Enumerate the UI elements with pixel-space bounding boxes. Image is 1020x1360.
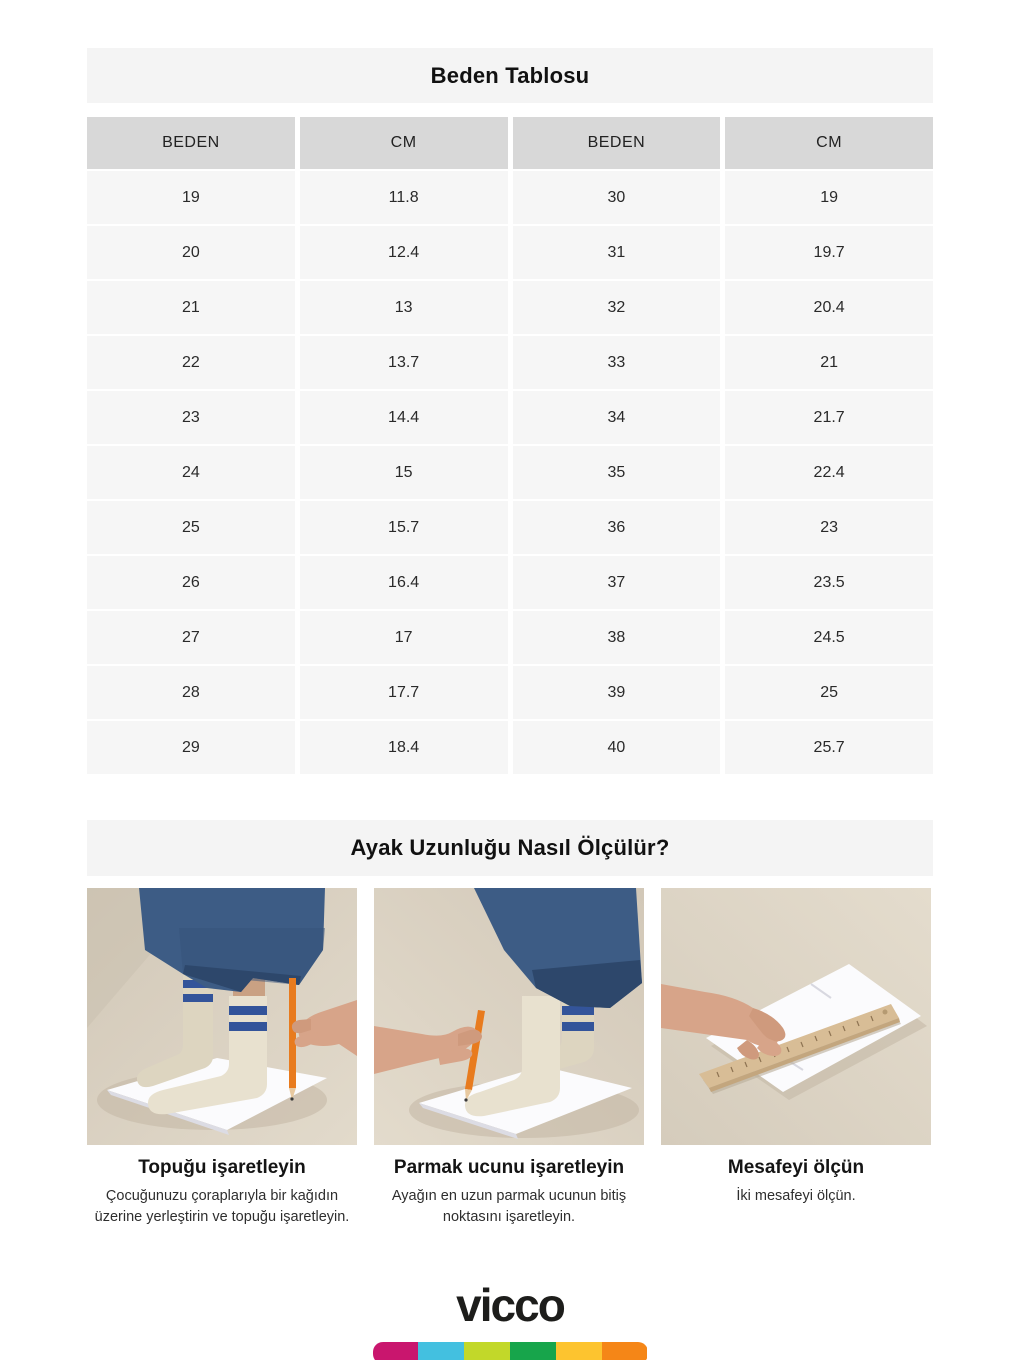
table-header-cell: CM (725, 117, 933, 169)
table-cell: 25 (87, 501, 295, 554)
table-cell: 37 (513, 556, 721, 609)
step-photos (87, 888, 933, 1145)
table-cell: 16.4 (300, 556, 508, 609)
table-cell: 28 (87, 666, 295, 719)
brand-bar-segment (602, 1342, 648, 1360)
table-cell: 33 (513, 336, 721, 389)
table-cell: 29 (87, 721, 295, 774)
table-cell: 32 (513, 281, 721, 334)
table-cell: 23.5 (725, 556, 933, 609)
measure-section-panel (87, 820, 933, 876)
measure-distance-photo (661, 888, 931, 1145)
size-table-title-panel (87, 48, 933, 103)
table-cell: 24 (87, 446, 295, 499)
table-header-cell: BEDEN (513, 117, 721, 169)
table-cell: 20 (87, 226, 295, 279)
table-cell: 13.7 (300, 336, 508, 389)
table-cell: 21 (87, 281, 295, 334)
brand-bar-segment (464, 1342, 510, 1360)
table-cell: 27 (87, 611, 295, 664)
brand-bar-segment (556, 1342, 602, 1360)
step-title: Topuğu işaretleyin (138, 1157, 306, 1178)
table-cell: 13 (300, 281, 508, 334)
brand-bar-segment (373, 1342, 419, 1360)
footer (87, 1279, 933, 1360)
table-cell: 22.4 (725, 446, 933, 499)
table-cell: 14.4 (300, 391, 508, 444)
table-cell: 24.5 (725, 611, 933, 664)
table-cell: 21 (725, 336, 933, 389)
table-cell: 20.4 (725, 281, 933, 334)
vicco-logo: vicco (456, 1279, 564, 1332)
table-cell: 18.4 (300, 721, 508, 774)
step-caption-heel (87, 1157, 357, 1228)
step-captions (87, 1157, 933, 1228)
step-title: Parmak ucunu işaretleyin (393, 1157, 625, 1178)
table-cell: 15 (300, 446, 508, 499)
table-cell: 12.4 (300, 226, 508, 279)
table-cell: 35 (513, 446, 721, 499)
table-cell: 25 (725, 666, 933, 719)
table-cell: 17 (300, 611, 508, 664)
table-cell: 23 (87, 391, 295, 444)
table-cell: 38 (513, 611, 721, 664)
table-cell: 17.7 (300, 666, 508, 719)
step-description: Çocuğunuzu çoraplarıyla bir kağıdın üzerine yerleştirin ve topuğu işaretleyin. (94, 1188, 350, 1226)
table-cell: 19.7 (725, 226, 933, 279)
measure-section-title: Ayak Uzunluğu Nasıl Ölçülür? (350, 835, 670, 860)
mark-toe-photo (374, 888, 644, 1145)
step-description: Ayağın en uzun parmak ucunun bitiş noktasını işaretleyin. (391, 1188, 627, 1226)
table-cell: 19 (725, 171, 933, 224)
step-caption-toe (374, 1157, 644, 1228)
table-cell: 21.7 (725, 391, 933, 444)
table-cell: 25.7 (725, 721, 933, 774)
table-cell: 11.8 (300, 171, 508, 224)
table-cell: 34 (513, 391, 721, 444)
step-caption-measure (661, 1157, 931, 1228)
table-cell: 26 (87, 556, 295, 609)
table-cell: 31 (513, 226, 721, 279)
table-cell: 40 (513, 721, 721, 774)
table-cell: 22 (87, 336, 295, 389)
mark-heel-photo (87, 888, 357, 1145)
table-cell: 23 (725, 501, 933, 554)
table-cell: 30 (513, 171, 721, 224)
brand-color-bar (373, 1342, 648, 1360)
size-table (87, 117, 933, 774)
step-title: Mesafeyi ölçün (727, 1157, 865, 1178)
brand-bar-segment (418, 1342, 464, 1360)
table-cell: 19 (87, 171, 295, 224)
table-header-cell: BEDEN (87, 117, 295, 169)
table-cell: 36 (513, 501, 721, 554)
table-cell: 15.7 (300, 501, 508, 554)
page-title: Beden Tablosu (430, 62, 590, 88)
table-header-cell: CM (300, 117, 508, 169)
step-description: İki mesafeyi ölçün. (736, 1188, 856, 1204)
brand-bar-segment (510, 1342, 556, 1360)
page-content (87, 0, 933, 1360)
table-cell: 39 (513, 666, 721, 719)
